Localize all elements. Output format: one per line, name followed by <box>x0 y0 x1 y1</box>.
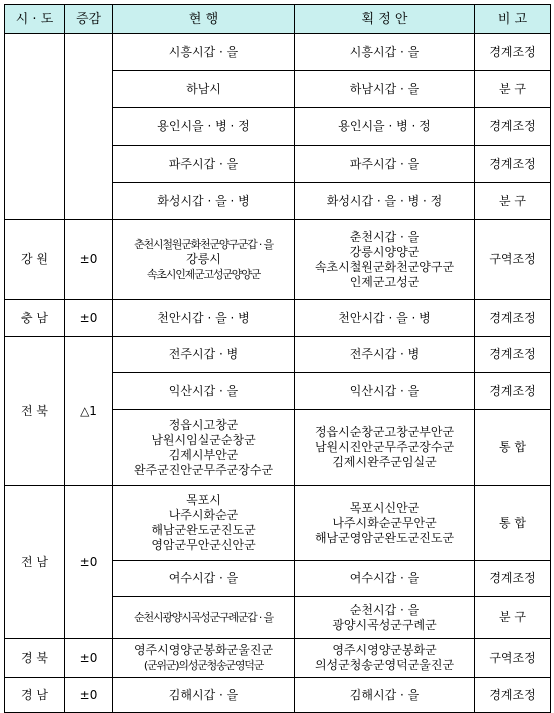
current-cell <box>113 183 295 220</box>
final-line: 의성군청송군영덕군울진군 <box>314 658 455 672</box>
change-cell: ±0 <box>65 639 113 678</box>
final-line: 익산시갑 · 을 <box>349 383 420 398</box>
final-cell <box>295 410 475 486</box>
region-cell-continued <box>5 34 65 220</box>
current-cell <box>113 108 295 146</box>
current-line: 하남시 <box>186 81 221 96</box>
header-final: 획 정 안 <box>295 5 475 34</box>
table-row <box>5 220 551 300</box>
final-line: 정읍시순창군고창군부안군 <box>314 425 455 439</box>
final-line: 속초시철원군화천군양구군 <box>314 259 455 274</box>
current-line: 용인시을 · 병 · 정 <box>157 119 250 133</box>
note-cell: 경계조정 <box>475 146 551 183</box>
current-cell <box>113 561 295 597</box>
table-row <box>5 300 551 337</box>
final-line: 전주시갑 · 병 <box>349 347 420 361</box>
final-cell <box>295 34 475 71</box>
final-line: 인제군고성군 <box>349 274 420 289</box>
final-cell <box>295 561 475 597</box>
final-cell <box>295 183 475 220</box>
final-line: 광양시곡성군구례군 <box>332 617 437 632</box>
table-row <box>5 639 551 678</box>
note-cell: 통 합 <box>475 486 551 561</box>
final-cell <box>295 373 475 410</box>
current-line: 해남군완도군진도군 <box>151 523 256 537</box>
final-cell <box>295 486 475 561</box>
current-cell <box>113 34 295 71</box>
current-cell <box>113 300 295 337</box>
current-cell <box>113 337 295 373</box>
header-region: 시 · 도 <box>5 5 65 34</box>
current-line: 전주시갑 · 병 <box>168 347 239 361</box>
final-line: 김제시완주군임실군 <box>332 455 437 469</box>
change-cell: ±0 <box>65 300 113 337</box>
note-cell: 경계조정 <box>475 300 551 337</box>
note-cell: 분 구 <box>475 71 551 108</box>
current-line: 나주시화순군 <box>168 508 239 522</box>
current-line: 시흥시갑 · 을 <box>168 44 239 59</box>
change-cell: ±0 <box>65 678 113 713</box>
region-cell: 경 북 <box>5 639 65 678</box>
current-line: 김해시갑 · 을 <box>168 687 239 702</box>
final-cell <box>295 108 475 146</box>
current-cell <box>113 71 295 108</box>
final-line: 시흥시갑 · 을 <box>349 44 420 59</box>
current-cell <box>113 410 295 486</box>
current-line: 김제시부안군 <box>168 447 239 462</box>
current-line: 정읍시고창군 <box>168 417 239 432</box>
final-line: 여수시갑 · 을 <box>349 571 420 585</box>
current-line: 목포시 <box>186 493 221 507</box>
change-cell-continued <box>65 34 113 220</box>
header-note: 비 고 <box>475 5 551 34</box>
final-cell <box>295 639 475 678</box>
current-cell <box>113 678 295 713</box>
final-cell <box>295 337 475 373</box>
region-cell: 경 남 <box>5 678 65 713</box>
current-cell <box>113 597 295 639</box>
change-cell: ±0 <box>65 486 113 639</box>
table-row <box>5 486 551 561</box>
final-line: 화성시갑 · 을 · 병 · 정 <box>326 193 443 208</box>
final-line: 목포시신안군 <box>349 500 420 515</box>
final-cell <box>295 300 475 337</box>
current-cell <box>113 486 295 561</box>
current-line: 춘천시철원군화천군양구군갑 · 을 <box>134 238 273 251</box>
current-line: 완주군진안군무주군장수군 <box>133 462 274 477</box>
header-current: 현 행 <box>113 5 295 34</box>
header-row <box>5 5 551 34</box>
note-cell: 경계조정 <box>475 561 551 597</box>
current-line: 속초시인제군고성군양양군 <box>146 268 261 281</box>
region-cell: 전 북 <box>5 337 65 486</box>
note-cell: 구역조정 <box>475 220 551 300</box>
current-line: 파주시갑 · 을 <box>168 156 239 171</box>
final-line: 남원시진안군무주군장수군 <box>314 440 455 454</box>
current-cell <box>113 146 295 183</box>
final-line: 춘천시갑 · 을 <box>349 229 420 244</box>
region-cell: 전 남 <box>5 486 65 639</box>
current-line: (군위군)의성군청송군영덕군 <box>143 659 264 672</box>
region-cell: 강 원 <box>5 220 65 300</box>
final-line: 나주시화순군무안군 <box>332 515 437 530</box>
final-line: 하남시갑 · 을 <box>349 81 420 96</box>
current-cell <box>113 373 295 410</box>
final-line: 영주시영양군봉화군 <box>332 643 437 657</box>
current-line: 강릉시 <box>186 252 221 266</box>
note-cell: 통 합 <box>475 410 551 486</box>
final-cell <box>295 597 475 639</box>
table-row <box>5 678 551 713</box>
note-cell: 경계조정 <box>475 678 551 713</box>
current-line: 영암군무안군신안군 <box>151 538 256 552</box>
current-line: 천안시갑 · 을 · 병 <box>157 310 250 325</box>
current-line: 익산시갑 · 을 <box>168 383 239 398</box>
current-line: 여수시갑 · 을 <box>168 571 239 585</box>
final-line: 강릉시양양군 <box>349 244 420 259</box>
final-line: 용인시을 · 병 · 정 <box>338 119 431 133</box>
final-cell <box>295 71 475 108</box>
note-cell: 분 구 <box>475 183 551 220</box>
note-cell: 경계조정 <box>475 108 551 146</box>
final-cell <box>295 146 475 183</box>
current-line: 영주시영양군봉화군울진군 <box>133 643 274 657</box>
note-cell: 경계조정 <box>475 34 551 71</box>
region-cell: 충 남 <box>5 300 65 337</box>
table-row <box>5 337 551 373</box>
header-change: 증감 <box>65 5 113 34</box>
note-cell: 분 구 <box>475 597 551 639</box>
final-line: 김해시갑 · 을 <box>349 687 420 702</box>
final-line: 순천시갑 · 을 <box>349 602 420 617</box>
current-line: 남원시임실군순창군 <box>151 432 256 447</box>
current-cell <box>113 220 295 300</box>
current-line: 화성시갑 · 을 · 병 <box>157 193 250 208</box>
final-line: 해남군영암군완도군진도군 <box>314 530 455 545</box>
note-cell: 구역조정 <box>475 639 551 678</box>
change-cell: △1 <box>65 337 113 486</box>
current-cell <box>113 639 295 678</box>
redistricting-table <box>4 4 551 713</box>
change-cell: ±0 <box>65 220 113 300</box>
note-cell: 경계조정 <box>475 337 551 373</box>
note-cell: 경계조정 <box>475 373 551 410</box>
final-cell <box>295 220 475 300</box>
final-line: 천안시갑 · 을 · 병 <box>338 310 431 325</box>
current-line: 순천시광양시곡성군구례군갑 · 을 <box>134 611 273 624</box>
final-cell <box>295 678 475 713</box>
final-line: 파주시갑 · 을 <box>349 156 420 171</box>
table-row <box>5 34 551 71</box>
